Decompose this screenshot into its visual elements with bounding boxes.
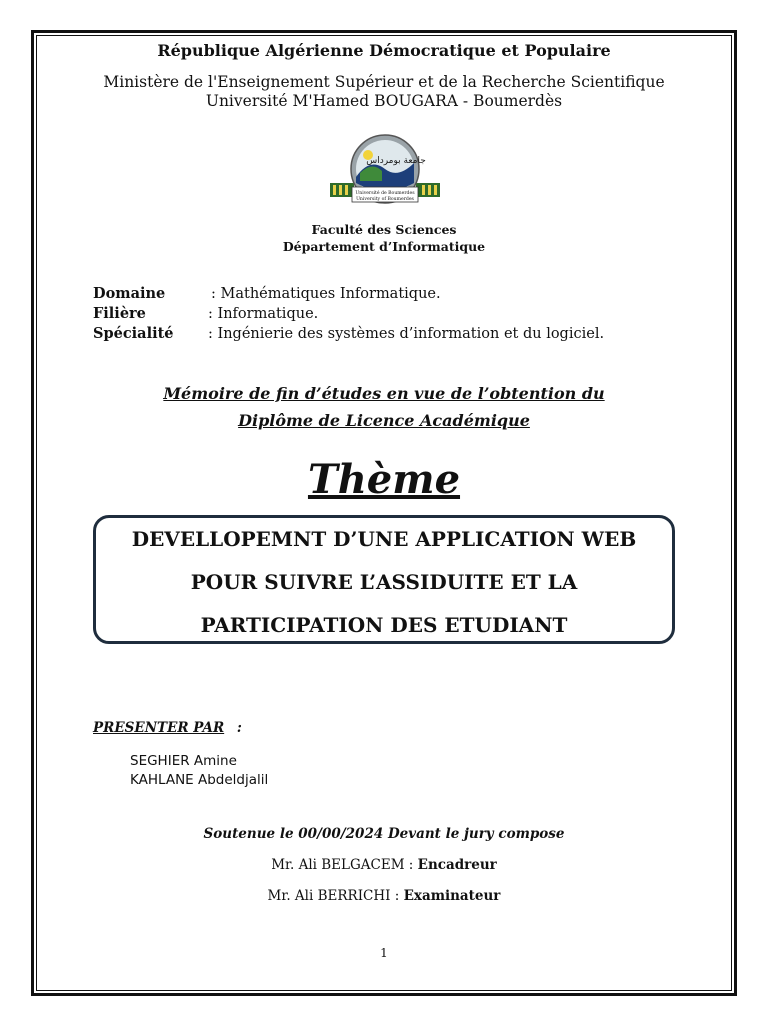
student-list <box>130 752 268 790</box>
university-line: Université M'Hamed BOUGARA - Boumerdès <box>205 92 563 110</box>
jury-member-name: Mr. Ali BERRICHI : <box>267 888 404 904</box>
field-label: Domaine <box>93 285 166 302</box>
field-value: : Informatique. <box>208 306 319 322</box>
logo-caption-fr: Université de Boumerdes <box>355 191 415 196</box>
defense-statement: Soutenue le 00/00/2024 Devant le jury compose <box>203 826 565 842</box>
field-value: : Ingénierie des systèmes d’information et du logiciel. <box>208 326 605 342</box>
field-label: Filière <box>93 305 146 322</box>
logo-arabic-text: جامعة بومرداس <box>366 156 426 166</box>
ministry-line: Ministère de l'Enseignement Supérieur et de la Recherche Scientifique <box>103 73 665 91</box>
thesis-title-box <box>93 515 675 644</box>
department-name: Département d’Informatique <box>282 239 486 254</box>
jury-member-role: Examinateur <box>403 888 501 904</box>
memoir-line-2: Diplôme de Licence Académique <box>238 411 530 430</box>
memoir-heading <box>0 380 768 434</box>
field-value: : Mathématiques Informatique. <box>211 286 441 302</box>
jury-member-name: Mr. Ali BELGACEM : <box>271 857 418 873</box>
presenter-heading <box>93 720 242 736</box>
student-name: KAHLANE Abdeldjalil <box>130 772 269 788</box>
thesis-title-line: DEVELLOPEMNT D’UNE APPLICATION WEB <box>131 527 637 551</box>
ministry-heading <box>0 73 768 111</box>
field-label: Spécialité <box>93 325 174 342</box>
student-name: SEGHIER Amine <box>130 753 237 769</box>
thesis-title-line: PARTICIPATION DES ETUDIANT <box>200 613 568 637</box>
jury-member <box>0 857 768 873</box>
jury-member-role: Encadreur <box>417 857 497 873</box>
memoir-line-1: Mémoire de fin d’études en vue de l’obtention du <box>163 384 605 403</box>
faculty-block <box>0 221 768 255</box>
presenter-colon: : <box>236 720 242 736</box>
university-logo <box>330 133 440 209</box>
jury-member <box>0 888 768 904</box>
logo-caption-en: University of Boumerdes <box>356 197 414 202</box>
theme-label: Thème <box>307 456 461 503</box>
faculty-name: Faculté des Sciences <box>311 222 457 237</box>
page-number: 1 <box>380 946 388 960</box>
republic-heading: République Algérienne Démocratique et Populaire <box>157 41 611 60</box>
presenter-label: PRESENTER PAR <box>93 720 225 736</box>
thesis-title-line: POUR SUIVRE L’ASSIDUITE ET LA <box>190 570 578 594</box>
